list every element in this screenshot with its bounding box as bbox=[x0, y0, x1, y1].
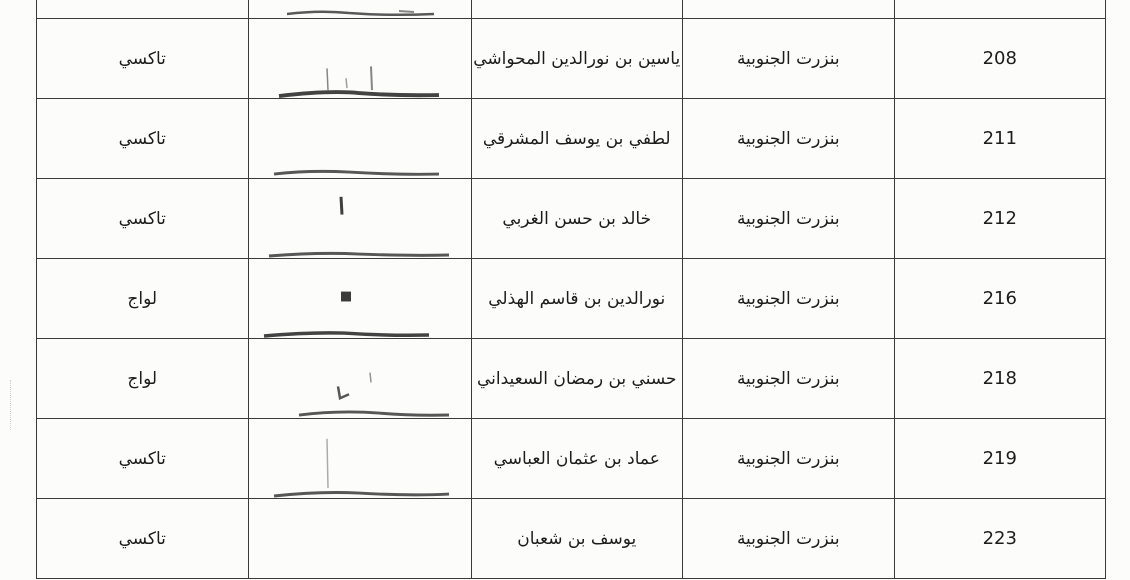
kind-text: لواج bbox=[127, 288, 158, 309]
city-text: بنزرت الجنوبية bbox=[736, 528, 840, 549]
cell-signature bbox=[248, 99, 471, 179]
kind-text: لواج bbox=[127, 368, 158, 389]
table-row bbox=[37, 259, 1106, 339]
cell-name bbox=[471, 499, 683, 579]
cell-kind bbox=[37, 339, 249, 419]
table-row bbox=[37, 419, 1106, 499]
signature-mark bbox=[249, 179, 471, 258]
cell-signature bbox=[248, 339, 471, 419]
name-text: حسني بن رمضان السعيداني bbox=[476, 368, 677, 389]
table-row bbox=[37, 99, 1106, 179]
scan-artifact bbox=[10, 380, 15, 430]
number-text: 223 bbox=[982, 528, 1017, 549]
name-text: لطفي بن يوسف المشرقي bbox=[482, 128, 671, 149]
cell-name bbox=[471, 259, 683, 339]
kind-text: تاكسي bbox=[118, 128, 166, 149]
name-text: ياسين بن نورالدين المحواشي bbox=[473, 48, 681, 69]
cell-signature bbox=[248, 259, 471, 339]
cell-name bbox=[471, 0, 683, 19]
cell-signature bbox=[248, 19, 471, 99]
cell-signature bbox=[248, 0, 471, 19]
cell-number bbox=[894, 179, 1106, 259]
cell-city bbox=[683, 499, 895, 579]
name-text: يوسف بن شعبان bbox=[517, 528, 637, 549]
number-text: 212 bbox=[982, 208, 1017, 229]
kind-text: تاكسي bbox=[118, 48, 166, 69]
kind-text: تاكسي bbox=[118, 208, 166, 229]
cell-signature bbox=[248, 419, 471, 499]
cell-kind bbox=[37, 99, 249, 179]
cell-number bbox=[894, 99, 1106, 179]
cell-number bbox=[894, 19, 1106, 99]
city-text: بنزرت الجنوبية bbox=[736, 448, 840, 469]
name-text: نورالدين بن قاسم الهذلي bbox=[488, 288, 666, 309]
number-text: 216 bbox=[982, 288, 1017, 309]
cell-city bbox=[683, 419, 895, 499]
city-text: بنزرت الجنوبية bbox=[736, 208, 840, 229]
number-text: 219 bbox=[982, 448, 1017, 469]
cell-kind bbox=[37, 419, 249, 499]
cell-name bbox=[471, 179, 683, 259]
cell-city bbox=[683, 339, 895, 419]
cell-name bbox=[471, 419, 683, 499]
cell-number bbox=[894, 0, 1106, 19]
cell-name bbox=[471, 99, 683, 179]
city-text: بنزرت الجنوبية bbox=[736, 128, 840, 149]
cell-name bbox=[471, 19, 683, 99]
table-row bbox=[37, 499, 1106, 579]
table-row-partial bbox=[37, 0, 1106, 19]
table-row bbox=[37, 179, 1106, 259]
cell-number bbox=[894, 339, 1106, 419]
cell-kind bbox=[37, 259, 249, 339]
cell-number bbox=[894, 499, 1106, 579]
signature-mark bbox=[249, 99, 471, 178]
cell-signature bbox=[248, 179, 471, 259]
cell-number bbox=[894, 419, 1106, 499]
cell-signature bbox=[248, 499, 471, 579]
number-text: 218 bbox=[982, 368, 1017, 389]
cell-city bbox=[683, 19, 895, 99]
number-text: 211 bbox=[982, 128, 1017, 149]
cell-number bbox=[894, 259, 1106, 339]
cell-city bbox=[683, 0, 895, 19]
name-text: عماد بن عثمان العباسي bbox=[493, 448, 660, 469]
cell-kind bbox=[37, 499, 249, 579]
license-holders-table bbox=[36, 0, 1106, 579]
cell-city bbox=[683, 259, 895, 339]
city-text: بنزرت الجنوبية bbox=[736, 48, 840, 69]
cell-city bbox=[683, 99, 895, 179]
signature-mark bbox=[249, 419, 471, 498]
number-text: 208 bbox=[982, 48, 1017, 69]
table-row bbox=[37, 19, 1106, 99]
signature-mark bbox=[249, 19, 471, 98]
cell-kind bbox=[37, 179, 249, 259]
cell-kind bbox=[37, 19, 249, 99]
cell-kind bbox=[37, 0, 249, 19]
city-text: بنزرت الجنوبية bbox=[736, 368, 840, 389]
table-row bbox=[37, 339, 1106, 419]
city-text: بنزرت الجنوبية bbox=[736, 288, 840, 309]
cell-city bbox=[683, 179, 895, 259]
kind-text: تاكسي bbox=[118, 448, 166, 469]
signature-mark bbox=[249, 259, 471, 338]
signature-mark bbox=[249, 0, 471, 18]
signature-mark bbox=[249, 339, 471, 418]
kind-text: تاكسي bbox=[118, 528, 166, 549]
cell-name bbox=[471, 339, 683, 419]
name-text: خالد بن حسن الغربي bbox=[502, 208, 652, 229]
